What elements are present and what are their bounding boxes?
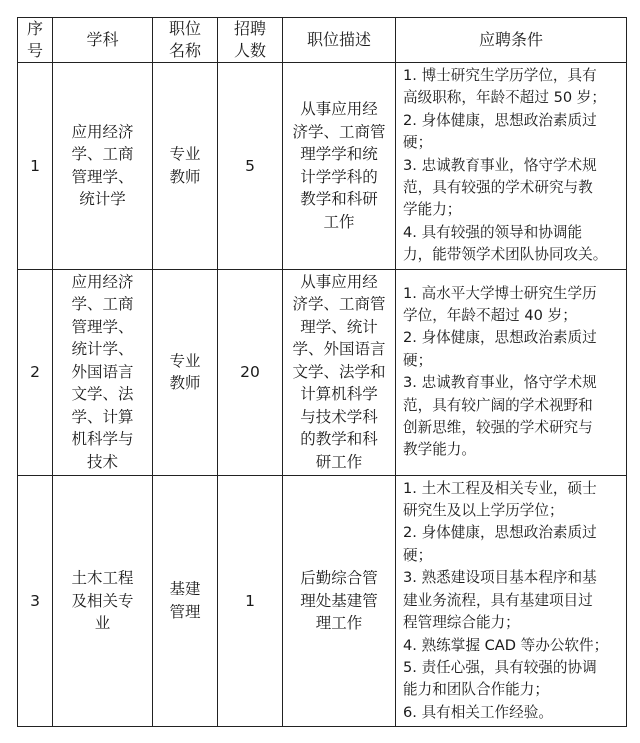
condition-item bbox=[403, 635, 623, 657]
condition-line: 4. 具有较强的领导和协调能 bbox=[403, 223, 583, 241]
condition-line: 教学能力。 bbox=[403, 441, 476, 459]
condition-line: 2. 身体健康，思想政治素质过 bbox=[403, 111, 597, 129]
desc-line: 理处基建管 bbox=[300, 591, 378, 610]
condition-line: 4. 熟练掌握 CAD 等办公软件； bbox=[403, 636, 609, 654]
condition-item bbox=[403, 522, 623, 567]
header-subject: 学科 bbox=[53, 18, 153, 63]
condition-line: 建业务流程，具有基建项目过 bbox=[403, 591, 593, 609]
subject-line: 统计学、 bbox=[71, 340, 134, 359]
position-line: 管理 bbox=[169, 602, 201, 621]
desc-line: 从事应用经 bbox=[300, 272, 378, 291]
condition-line: 3. 忠诚教育事业，恪守学术规 bbox=[403, 374, 597, 392]
cell-position bbox=[153, 63, 218, 270]
subject-line: 技术 bbox=[86, 452, 118, 471]
recruitment-table bbox=[17, 17, 627, 727]
condition-line: 研究生及以上学历学位； bbox=[403, 502, 564, 520]
header-count: 招聘 人数 bbox=[218, 18, 283, 63]
table-row bbox=[18, 475, 627, 726]
cell-conditions bbox=[396, 475, 627, 726]
condition-line: 学位，年龄不超过 40 岁； bbox=[403, 306, 577, 324]
subject-line: 及相关专 bbox=[71, 591, 134, 610]
condition-line: 3. 忠诚教育事业，恪守学术规 bbox=[403, 156, 597, 174]
desc-line: 与技术学科 bbox=[300, 407, 378, 426]
cell-desc bbox=[283, 475, 396, 726]
header-seq: 序 号 bbox=[18, 18, 53, 63]
condition-item bbox=[403, 222, 623, 267]
desc-line: 理学学和统 bbox=[300, 145, 378, 164]
condition-line: 高级职称，年龄不超过 50 岁； bbox=[403, 89, 606, 107]
condition-line: 硬； bbox=[403, 546, 433, 564]
header-row bbox=[18, 18, 627, 63]
desc-line: 后勤综合管 bbox=[300, 569, 378, 588]
condition-line: 硬； bbox=[403, 134, 433, 152]
condition-item bbox=[403, 327, 623, 372]
subject-line: 学、工商 bbox=[71, 145, 134, 164]
subject-line: 土木工程 bbox=[71, 569, 134, 588]
condition-line: 能力和团队合作能力； bbox=[403, 681, 549, 699]
position-line: 教师 bbox=[169, 374, 201, 393]
condition-item bbox=[403, 155, 623, 222]
subject-line: 机科学与 bbox=[71, 430, 134, 449]
desc-line: 计学学科的 bbox=[300, 167, 378, 186]
condition-item bbox=[403, 702, 623, 724]
cell-count: 20 bbox=[218, 269, 283, 475]
cell-seq: 1 bbox=[18, 63, 53, 270]
condition-item bbox=[403, 65, 623, 110]
cell-seq: 2 bbox=[18, 269, 53, 475]
subject-line: 外国语言 bbox=[71, 362, 134, 381]
cell-seq: 3 bbox=[18, 475, 53, 726]
cell-count: 5 bbox=[218, 63, 283, 270]
cell-position bbox=[153, 475, 218, 726]
desc-line: 教学和科研 bbox=[300, 190, 378, 209]
condition-line: 程管理综合能力； bbox=[403, 614, 520, 632]
desc-line: 的教学和科 bbox=[300, 430, 378, 449]
condition-item bbox=[403, 478, 623, 523]
desc-line: 计算机科学 bbox=[300, 385, 378, 404]
desc-line: 理学、统计 bbox=[300, 317, 378, 336]
condition-line: 范，具有较广阔的学术视野和 bbox=[403, 396, 593, 414]
desc-line: 从事应用经 bbox=[300, 100, 378, 119]
condition-line: 5. 责任心强，具有较强的协调 bbox=[403, 658, 597, 676]
header-cond: 应聘条件 bbox=[396, 18, 627, 63]
condition-item bbox=[403, 283, 623, 328]
condition-line: 力，能带领学术团队协同攻关。 bbox=[403, 246, 608, 264]
subject-line: 应用经济 bbox=[71, 122, 134, 141]
cell-desc bbox=[283, 63, 396, 270]
desc-line: 研工作 bbox=[315, 452, 363, 471]
condition-line: 硬； bbox=[403, 351, 433, 369]
desc-line: 文学、法学和 bbox=[292, 362, 386, 381]
recruitment-table-sheet bbox=[17, 17, 626, 727]
cell-position bbox=[153, 269, 218, 475]
position-line: 专业 bbox=[169, 145, 201, 164]
desc-line: 理工作 bbox=[315, 614, 363, 633]
table-row bbox=[18, 63, 627, 270]
condition-line: 1. 高水平大学博士研究生学历 bbox=[403, 284, 597, 302]
desc-line: 济学、工商管 bbox=[292, 295, 386, 314]
position-line: 基建 bbox=[169, 580, 201, 599]
subject-line: 学、计算 bbox=[71, 407, 134, 426]
subject-line: 应用经济 bbox=[71, 272, 134, 291]
subject-line: 业 bbox=[94, 614, 111, 633]
header-desc: 职位描述 bbox=[283, 18, 396, 63]
condition-item bbox=[403, 567, 623, 634]
condition-line: 1. 博士研究生学历学位，具有 bbox=[403, 67, 597, 84]
cell-subject bbox=[53, 63, 153, 270]
cell-subject bbox=[53, 269, 153, 475]
desc-line: 学、外国语言 bbox=[292, 340, 386, 359]
condition-line: 1. 土木工程及相关专业，硕士 bbox=[403, 479, 597, 497]
condition-item bbox=[403, 372, 623, 462]
subject-line: 管理学、 bbox=[71, 317, 134, 336]
position-line: 教师 bbox=[169, 167, 201, 186]
condition-item bbox=[403, 657, 623, 702]
condition-line: 学能力； bbox=[403, 201, 462, 219]
condition-line: 6. 具有相关工作经验。 bbox=[403, 703, 553, 721]
desc-line: 济学、工商管 bbox=[292, 122, 386, 141]
cell-count: 1 bbox=[218, 475, 283, 726]
condition-line: 3. 熟悉建设项目基本程序和基 bbox=[403, 569, 597, 587]
subject-line: 统计学 bbox=[79, 190, 126, 209]
position-line: 专业 bbox=[169, 351, 201, 370]
cell-subject bbox=[53, 475, 153, 726]
condition-line: 范，具有较强的学术研究与教 bbox=[403, 179, 593, 197]
cell-conditions bbox=[396, 63, 627, 270]
condition-line: 2. 身体健康，思想政治素质过 bbox=[403, 329, 597, 347]
subject-line: 管理学、 bbox=[71, 167, 134, 186]
table-row bbox=[18, 269, 627, 475]
condition-line: 2. 身体健康，思想政治素质过 bbox=[403, 524, 597, 542]
header-position: 职位 名称 bbox=[153, 18, 218, 63]
condition-line: 创新思维，较强的学术研究与 bbox=[403, 418, 593, 436]
subject-line: 学、工商 bbox=[71, 295, 134, 314]
subject-line: 文学、法 bbox=[71, 385, 134, 404]
desc-line: 工作 bbox=[323, 212, 355, 231]
condition-item bbox=[403, 110, 623, 155]
cell-desc bbox=[283, 269, 396, 475]
cell-conditions bbox=[396, 269, 627, 475]
